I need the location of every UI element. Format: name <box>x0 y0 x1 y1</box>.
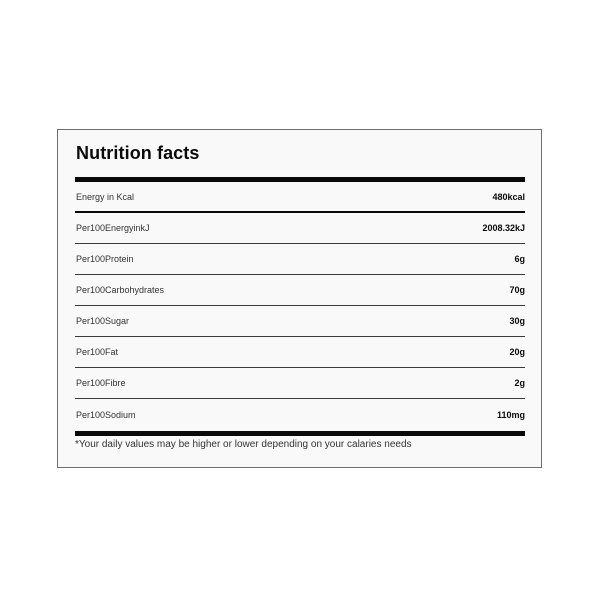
nutrition-facts-panel <box>57 129 542 468</box>
nutrient-label: Per100Sugar <box>76 316 130 326</box>
nutrition-row-sodium <box>75 399 525 430</box>
daily-values-footnote: *Your daily values may be higher or lower depending on your calaries needs <box>75 439 412 450</box>
nutrient-value: 70g <box>509 285 525 295</box>
nutrition-list <box>75 182 525 430</box>
nutrient-value: 30g <box>509 316 525 326</box>
nutrition-row-energy-kcal <box>75 182 525 213</box>
panel-title: Nutrition facts <box>76 143 200 163</box>
nutrient-label: Per100EnergyinkJ <box>76 223 150 233</box>
bottom-divider <box>75 431 525 436</box>
nutrient-label: Per100Fibre <box>76 378 126 388</box>
nutrient-label: Energy in Kcal <box>76 191 135 202</box>
nutrition-row-sugar <box>75 306 525 337</box>
nutrition-row-carbohydrates <box>75 275 525 306</box>
nutrition-row-energy-kj <box>75 213 525 244</box>
nutrient-value: 20g <box>509 347 525 357</box>
nutrient-value: 2g <box>514 378 525 388</box>
nutrition-row-protein <box>75 244 525 275</box>
nutrient-value: 480kcal <box>492 191 525 202</box>
nutrient-label: Per100Carbohydrates <box>76 285 165 295</box>
nutrient-value: 6g <box>514 254 525 264</box>
nutrient-label: Per100Sodium <box>76 409 136 420</box>
nutrient-value: 2008.32kJ <box>482 223 525 233</box>
nutrient-label: Per100Fat <box>76 347 119 357</box>
nutrition-row-fibre <box>75 368 525 399</box>
nutrient-value: 110mg <box>496 409 525 420</box>
nutrition-row-fat <box>75 337 525 368</box>
nutrient-label: Per100Protein <box>76 254 134 264</box>
